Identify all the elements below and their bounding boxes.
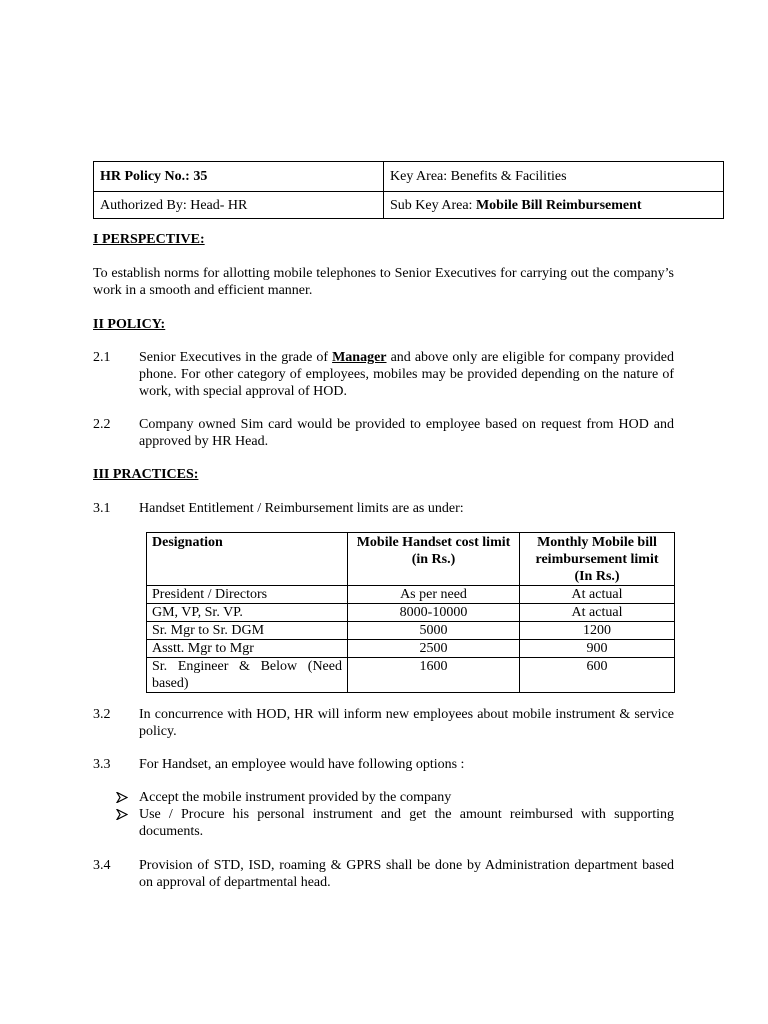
key-area-cell: Key Area: Benefits & Facilities (384, 162, 724, 192)
bill-limit-cell: 1200 (520, 622, 675, 640)
handset-limit-cell: As per need (348, 586, 520, 604)
policy-header-table (93, 161, 724, 219)
table-row (147, 658, 675, 693)
table-header-row (147, 533, 675, 586)
designation-cell: Asstt. Mgr to Mgr (147, 640, 348, 658)
authorized-by-cell: Authorized By: Head- HR (94, 192, 384, 219)
sub-key-area-cell: Sub Key Area: Mobile Bill Reimbursement (384, 192, 724, 219)
table-row (147, 604, 675, 622)
column-header-designation: Designation (147, 533, 348, 586)
designation-cell: Sr. Engineer & Below (Need based) (147, 658, 348, 693)
bill-limit-cell: 600 (520, 658, 675, 693)
practice-item-3-3: For Handset, an employee would have following options : (139, 757, 465, 772)
table-row (147, 640, 675, 658)
policy-item-2-2: Company owned Sim card would be provided to employee based on request from HOD and approved by HR Head. (139, 417, 674, 449)
option-list-item: Use / Procure his personal instrument and get the amount reimbursed with supporting documents. (139, 807, 674, 839)
item-number: 3.3 (93, 757, 111, 772)
practice-item-3-4: Provision of STD, ISD, roaming & GPRS shall be done by Administration department based on approval of departmental head. (139, 858, 674, 890)
manager-grade-emphasis: Manager (332, 350, 387, 365)
column-header-bill-limit: Monthly Mobile bill reimbursement limit (In Rs.) (520, 533, 675, 586)
policy-item-2-1: Senior Executives in the grade of Manager and above only are eligible for company provided phone. For other category of employees, mobiles may be provided depending on the nature of work, with special approval of HOD. (139, 350, 675, 399)
designation-cell: Sr. Mgr to Sr. DGM (147, 622, 348, 640)
item-number: 3.2 (93, 707, 111, 722)
arrow-bullet-icon (116, 789, 130, 803)
practice-item-3-1: Handset Entitlement / Reimbursement limits are as under: (139, 501, 464, 516)
item-number: 2.1 (93, 350, 111, 365)
handset-limit-cell: 8000-10000 (348, 604, 520, 622)
entitlement-table (146, 532, 675, 693)
bill-limit-cell: At actual (520, 604, 675, 622)
practice-item-3-2: In concurrence with HOD, HR will inform new employees about mobile instrument & service policy. (139, 707, 674, 739)
designation-cell: GM, VP, Sr. VP. (147, 604, 348, 622)
item-number: 3.4 (93, 858, 111, 873)
table-row (147, 586, 675, 604)
arrow-bullet-icon (116, 806, 130, 820)
handset-limit-cell: 1600 (348, 658, 520, 693)
column-header-handset-limit: Mobile Handset cost limit (in Rs.) (348, 533, 520, 586)
policy-number-cell: HR Policy No.: 35 (94, 162, 384, 192)
policy-heading: II POLICY: (93, 317, 166, 332)
bill-limit-cell: At actual (520, 586, 675, 604)
designation-cell: President / Directors (147, 586, 348, 604)
sub-key-area-value: Mobile Bill Reimbursement (475, 197, 642, 213)
perspective-heading: I PERSPECTIVE: (93, 232, 205, 247)
handset-limit-cell: 2500 (348, 640, 520, 658)
handset-limit-cell: 5000 (348, 622, 520, 640)
table-row (147, 622, 675, 640)
bill-limit-cell: 900 (520, 640, 675, 658)
option-list-item: Accept the mobile instrument provided by the company (139, 790, 452, 805)
perspective-text: To establish norms for allotting mobile telephones to Senior Executives for carrying out the company’s work in a smooth and efficient manner. (93, 266, 674, 298)
item-number: 3.1 (93, 501, 111, 516)
practices-heading: III PRACTICES: (93, 467, 199, 482)
item-number: 2.2 (93, 417, 111, 432)
